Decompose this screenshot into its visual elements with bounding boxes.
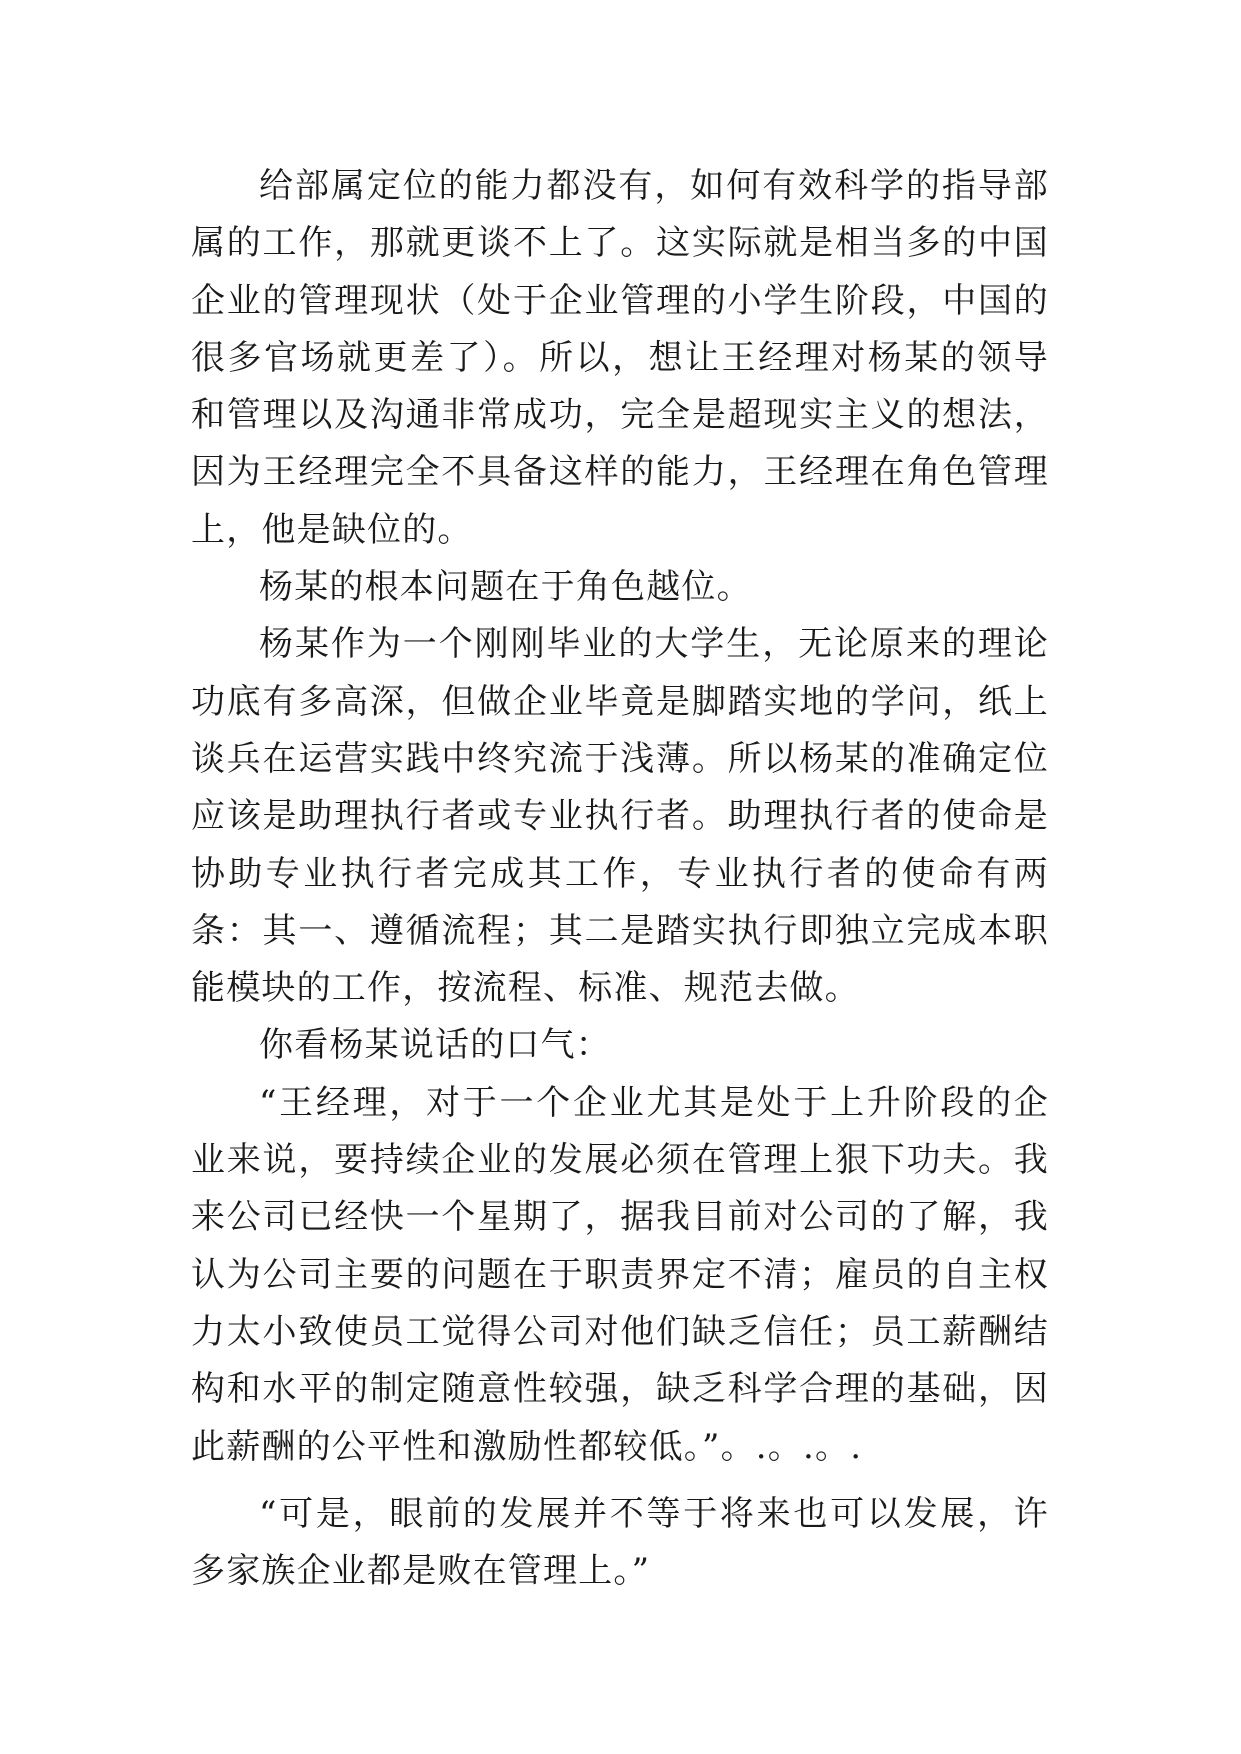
- paragraph-yang-quote-1: “王经理，对于一个企业尤其是处于上升阶段的企业来说，要持续企业的发展必须在管理上狠下功夫。我来公司已经快一个星期了，据我目前对公司的了解，我认为公司主要的问题在于职责界定不清；雇员的自主权力太小致使员工觉得公司对他们缺乏信任；员工薪酬结构和水平的制定随意性较强，缺乏科学合理的基础，因此薪酬的公平性和激励性都较低。”。.。.。.: [191, 1082, 1049, 1467]
- paragraph-yang-positioning: 杨某作为一个刚刚毕业的大学生，无论原来的理论功底有多高深，但做企业毕竟是脚踏实地的学问，纸上谈兵在运营实践中终究流于浅薄。所以杨某的准确定位应该是助理执行者或专业执行者。助理执行者的使命是协助专业执行者完成其工作，专业执行者的使命有两条：其一、遵循流程；其二是踏实执行即独立完成本职能模块的工作，按流程、标准、规范去做。: [191, 624, 1049, 1009]
- document-body: [191, 158, 1049, 1600]
- paragraph-yang-tone: 你看杨某说话的口气：: [259, 1025, 611, 1066]
- paragraph-yang-overstep: 杨某的根本问题在于角色越位。: [259, 567, 752, 608]
- paragraph-yang-quote-2: “可是，眼前的发展并不等于将来也可以发展，许多家族企业都是败在管理上。”: [191, 1493, 1049, 1592]
- paragraph-role-positioning: 给部属定位的能力都没有，如何有效科学的指导部属的工作，那就更谈不上了。这实际就是相当多的中国企业的管理现状（处于企业管理的小学生阶段，中国的很多官场就更差了）。所以，想让王经理对杨某的领导和管理以及沟通非常成功，完全是超现实主义的想法，因为王经理完全不具备这样的能力，王经理在角色管理上，他是缺位的。: [191, 166, 1049, 550]
